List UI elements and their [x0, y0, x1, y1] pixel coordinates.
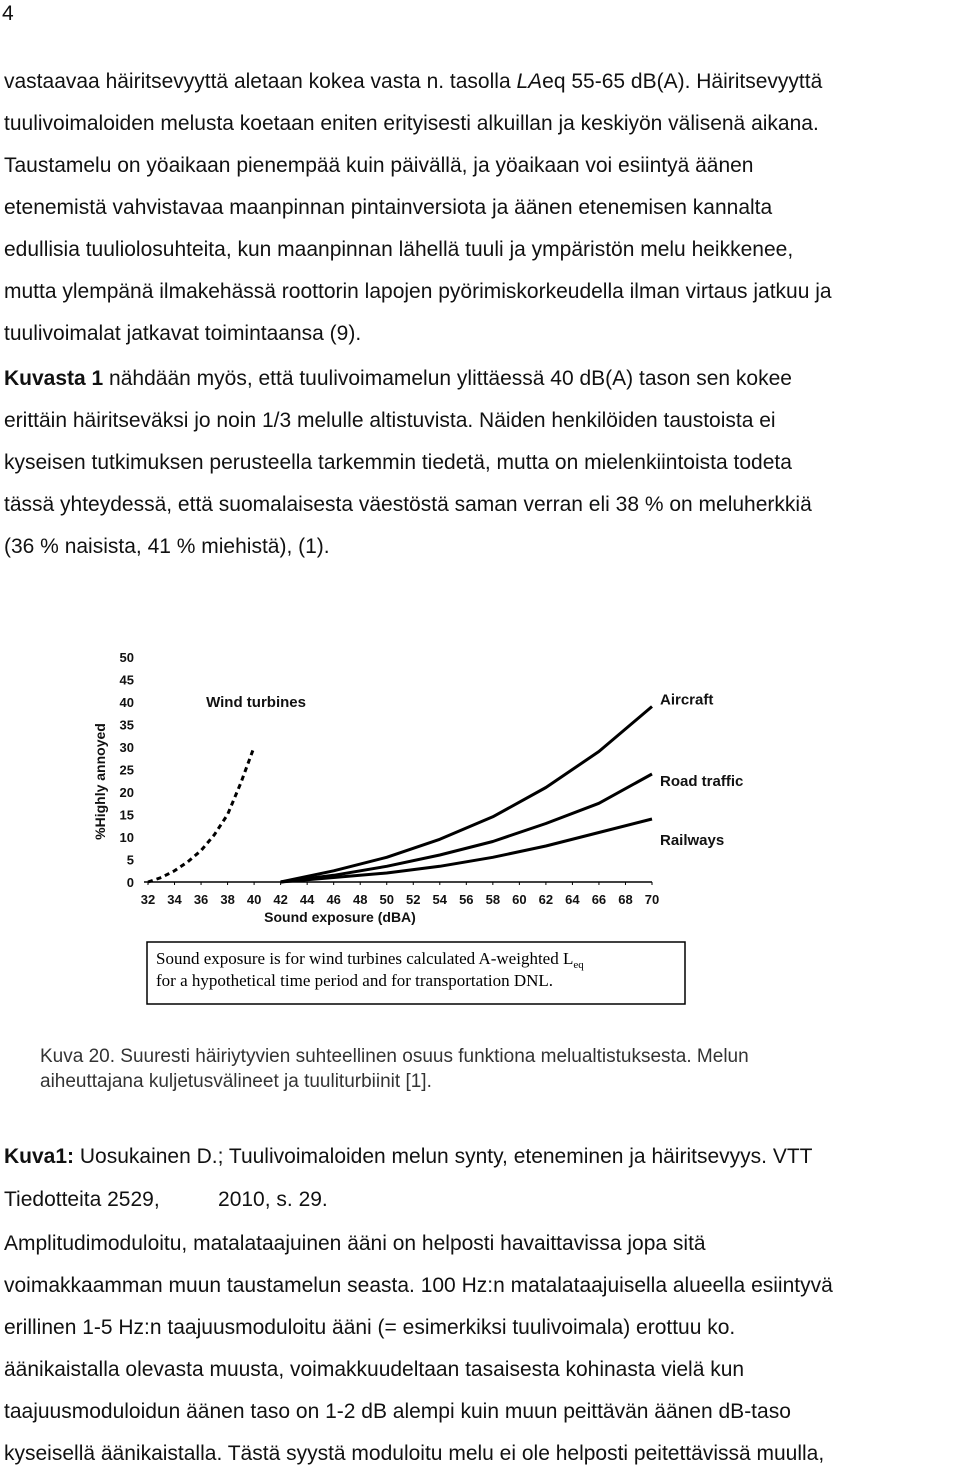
x-tick-label: 68 — [618, 892, 633, 907]
source-label: Kuva1: — [4, 1145, 75, 1168]
y-tick-label: 15 — [119, 807, 134, 823]
series-label: Wind turbines — [206, 694, 306, 711]
text-line: mutta ylempänä ilmakehässä roottorin lapojen pyörimiskorkeudella ilman virtaus jatkuu ja — [4, 280, 832, 303]
text-line: Tiedotteita 2529, 2010, s. 29. — [4, 1188, 328, 1211]
text-line: äänikaistalla olevasta muusta, voimakkuudeltaan tasaisesta kohinasta vielä kun — [4, 1358, 745, 1381]
caption-line: Kuva 20. Suuresti häiriytyvien suhteellinen osuus funktiona melualtistuksesta. Melun — [40, 1046, 749, 1067]
y-tick-label: 45 — [119, 672, 134, 688]
text-line: tuulivoimaloiden melusta koetaan eniten erityisesti alkuillan ja keskiyön välisenä aikana. — [4, 112, 819, 135]
chart-note-line2: for a hypothetical time period and for transportation DNL. — [156, 971, 554, 990]
x-tick-label: 46 — [326, 892, 341, 907]
text-line: tässä yhteydessä, että suomalaisesta väestöstä saman verran eli 38 % on meluherkkiä — [4, 493, 812, 516]
text-line: edullisia tuuliolosuhteita, kun maanpinnan lähellä tuuli ja ympäristön melu heikkenee, — [4, 238, 794, 261]
text-line: Amplitudimoduloitu, matalataajuinen ääni on helposti havaittavissa jopa sitä — [4, 1232, 706, 1255]
text-line: erillinen 1-5 Hz:n taajuusmoduloitu ääni (= esimerkiksi tuulivoimala) erottuu ko. — [4, 1316, 736, 1339]
y-tick-label: 0 — [126, 875, 134, 890]
series-line-wind-turbines — [148, 747, 254, 882]
y-tick-label: 20 — [119, 785, 134, 800]
x-tick-label: 58 — [485, 892, 501, 907]
series-label: Road traffic — [660, 773, 744, 790]
figure-caption — [40, 1044, 749, 1094]
x-tick-label: 42 — [273, 892, 288, 907]
annoyance-chart — [90, 640, 744, 1010]
x-tick-label: 54 — [432, 892, 448, 907]
y-tick-label: 40 — [119, 695, 134, 710]
x-tick-label: 52 — [406, 892, 421, 907]
x-tick-label: 32 — [140, 892, 156, 907]
y-tick-label: 35 — [119, 717, 134, 733]
series-label: Railways — [660, 832, 725, 849]
y-tick-label: 5 — [126, 852, 134, 868]
x-tick-label: 44 — [299, 892, 315, 907]
x-tick-label: 38 — [220, 892, 235, 907]
y-tick-label: 10 — [119, 830, 134, 845]
x-tick-label: 70 — [644, 892, 660, 907]
x-tick-label: 40 — [246, 892, 262, 907]
text-line: Kuva1: Uosukainen D.; Tuulivoimaloiden melun synty, eteneminen ja häiritsevyys. VTT — [4, 1145, 813, 1168]
page-number: 4 — [2, 2, 14, 25]
caption-line: aiheuttajana kuljetusvälineet ja tuuliturbiinit [1]. — [40, 1071, 432, 1092]
chart-note-line1: Sound exposure is for wind turbines calculated A-weighted $L_{eq}$ — [156, 949, 584, 971]
y-tick-label: 30 — [119, 740, 134, 755]
y-tick-label: 25 — [119, 762, 134, 778]
text-line: taajuusmoduloidun äänen taso on 1-2 dB alempi kuin muun peittävän äänen dB-taso — [4, 1400, 791, 1423]
text-line: (36 % naisista, 41 % miehistä), (1). — [4, 535, 330, 558]
text-line: erittäin häiritseväksi jo noin 1/3 melulle altistuvista. Näiden henkilöiden taustoista ei — [4, 409, 776, 432]
text-line: etenemistä vahvistavaa maanpinnan pintainversiota ja äänen etenemisen kannalta — [4, 196, 773, 219]
x-tick-label: 62 — [538, 892, 554, 907]
x-tick-label: 64 — [565, 892, 580, 907]
x-tick-label: 60 — [512, 892, 527, 907]
text-line: voimakkaamman muun taustamelun seasta. 100 Hz:n matalataajuisella alueella esiintyvä — [4, 1274, 833, 1297]
x-tick-label: 66 — [591, 892, 607, 907]
text-line: kyseisellä äänikaistalla. Tästä syystä moduloitu melu ei ole helposti peitettävissä muulla, — [4, 1442, 825, 1465]
x-tick-label: 56 — [459, 892, 474, 907]
text-line: tuulivoimalat jatkavat toimintaansa (9). — [4, 322, 362, 345]
text-line: Taustamelu on yöaikaan pienempää kuin päivällä, ja yöaikaan voi esiintyä äänen — [4, 154, 754, 177]
y-axis-label: %Highly annoyed — [92, 723, 108, 840]
x-axis-label: Sound exposure (dBA) — [264, 909, 416, 925]
x-tick-label: 48 — [352, 892, 368, 907]
text-line: Kuvasta 1 nähdään myös, että tuulivoimamelun ylittäessä 40 dB(A) tason sen kokee — [4, 367, 792, 390]
series-label: Aircraft — [660, 691, 714, 709]
x-tick-label: 34 — [167, 892, 182, 907]
figure-reference: Kuvasta 1 — [4, 367, 104, 390]
x-tick-label: 50 — [379, 892, 394, 907]
y-tick-label: 50 — [119, 650, 134, 665]
x-tick-label: 36 — [193, 892, 209, 907]
text-line: kyseisen tutkimuksen perusteella tarkemmin tiedetä, mutta on mielenkiintoista todeta — [4, 451, 792, 474]
series-line-aircraft — [281, 707, 652, 883]
text-line: vastaavaa häiritsevyyttä aletaan kokea vasta n. tasolla LAeq 55-65 dB(A). Häiritsevyyttä — [4, 70, 823, 93]
